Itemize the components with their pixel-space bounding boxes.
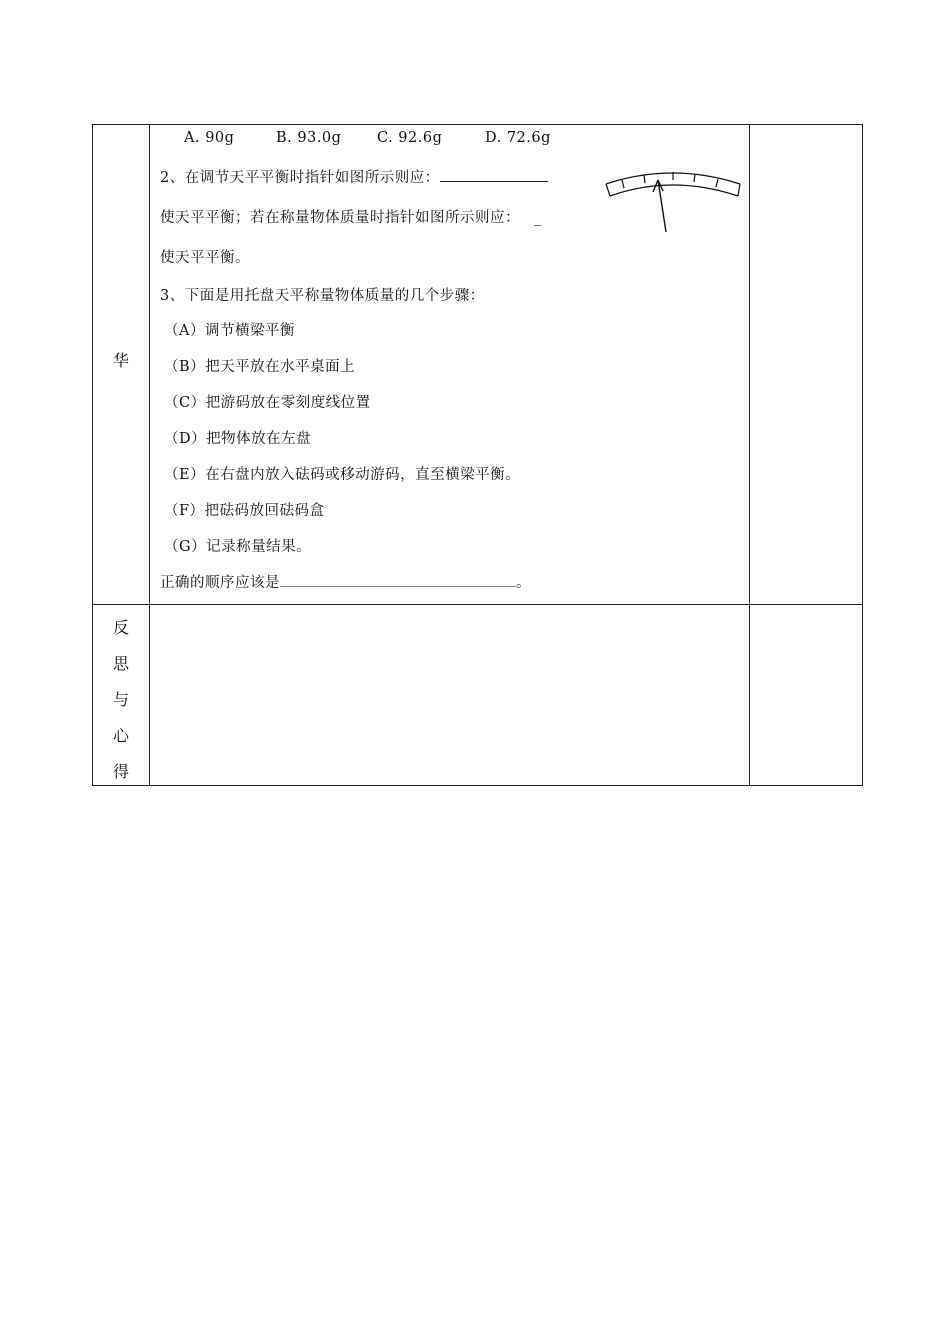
q2-answer-blank-1[interactable] <box>440 167 548 182</box>
option-c: C. 92.6g <box>377 130 443 146</box>
q2-answer-blank-2[interactable]: _ <box>534 210 542 226</box>
q3-answer-line <box>160 571 531 592</box>
side-label-char: 心 <box>112 726 129 745</box>
q3-step-c: （C）把游码放在零刻度线位置 <box>164 395 371 411</box>
dial-end-left <box>606 184 610 196</box>
q3-step-g: （G）记录称量结果。 <box>164 539 312 555</box>
q3-answer-prefix: 正确的顺序应该是 <box>160 575 280 591</box>
option-a: A. 90g <box>184 130 235 146</box>
q2-line-1 <box>160 166 548 187</box>
q2-line-2 <box>160 206 542 227</box>
side-label-char: 思 <box>112 654 129 673</box>
side-label-char: 与 <box>112 690 129 709</box>
q2-text-3: 使天平平衡。 <box>160 250 250 266</box>
dial-tick <box>694 174 695 182</box>
column-divider-left <box>149 125 150 785</box>
option-b: B. 93.0g <box>276 130 342 146</box>
q3-title: 3、下面是用托盘天平称量物体质量的几个步骤： <box>160 288 485 304</box>
q1-options <box>184 130 551 146</box>
dial-tick <box>644 175 645 183</box>
row-divider <box>93 604 862 605</box>
option-d: D. 72.6g <box>485 130 551 146</box>
side-label-char: 得 <box>112 762 129 781</box>
q3-step-a: （A）调节横梁平衡 <box>164 323 295 339</box>
q3-answer-suffix: 。 <box>516 575 531 591</box>
side-label-reflection <box>112 610 130 790</box>
dial-end-right <box>738 184 740 196</box>
column-divider-right <box>749 125 750 785</box>
q2-text-2: 使天平平衡；若在称量物体质量时指针如图所示则应： <box>160 210 520 226</box>
balance-pointer-dial <box>600 162 745 237</box>
q3-step-b: （B）把天平放在水平桌面上 <box>164 359 356 375</box>
dial-arc-inner <box>610 185 738 196</box>
q3-answer-blank[interactable] <box>280 572 516 587</box>
q3-step-d: （D）把物体放在左盘 <box>164 431 312 447</box>
q3-step-e: （E）在右盘内放入砝码或移动游码，直至横梁平衡。 <box>164 467 521 483</box>
side-label-char: 反 <box>112 618 129 637</box>
q2-line-3 <box>160 246 250 267</box>
dial-tick <box>622 180 624 188</box>
q2-text-1: 2、在调节天平平衡时指针如图所示则应： <box>160 170 440 186</box>
dial-tick <box>716 179 718 187</box>
q3-step-f: （F）把砝码放回砝码盒 <box>164 503 325 519</box>
side-label-top: 华 <box>112 351 129 370</box>
